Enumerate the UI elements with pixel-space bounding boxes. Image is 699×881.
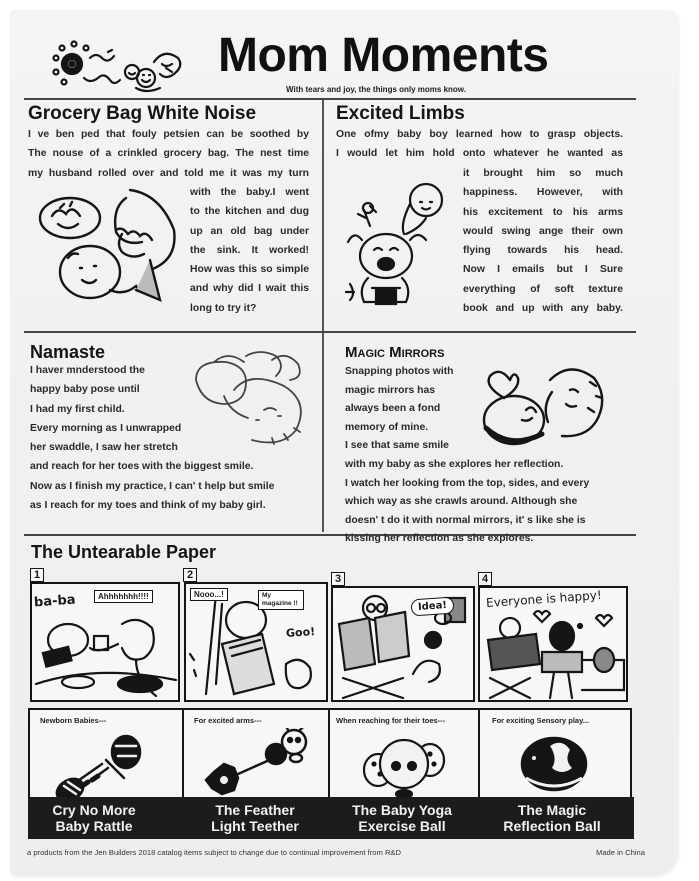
comic-title: The Untearable Paper [31,542,217,562]
product-caption: For excited arms--- [194,716,262,725]
article-body-grocery-bag-side: with the baby.I went to the kitchen and dug up an old bag under the sink. It worked! How was this so simple and why did I wait this long to try it? [190,187,309,314]
baby-kissing-mirror-illustration-icon [470,360,615,450]
speech-bubble-2b: My magazine !! [258,590,304,610]
panel-number-4: 4 [478,572,492,586]
product-tile-reflection-ball [478,708,632,801]
reflection-ball-icon [480,728,630,798]
article-title-excited-limbs: Excited Limbs [336,103,465,124]
tagline: With tears and joy, the things only moms know. [286,85,466,94]
comic-panel-4 [478,586,628,702]
product-caption: For exciting Sensory play... [492,716,589,725]
panel-number-2: 2 [183,568,197,582]
article-body-namaste: I haver mnderstood the happy baby pose until I had my first child. Every morning as I unwrapped her swaddle, I saw her stretch and reach for her toes with the biggest smile. Now as I finish my practice, I can' t help but smile as I reach for my toes and think of my baby girl. [30,365,275,512]
product-name-reflection-ball: The Magic Reflection Ball [503,802,601,834]
article-body-grocery-bag: I ve ben ped that fouly petsien can be soothed by The nouse of a crinkled grocery bag. The nest time my husband rolled over and told me it was my turn [28,129,309,179]
panel-number-1: 1 [30,568,44,582]
header-divider [24,98,636,100]
product-name-teether: The Feather Light Teether [211,802,299,834]
comic-panel-3 [331,586,475,702]
panel-number-3: 3 [331,572,345,586]
comic-sfx-4: Everyone is happy! [485,587,603,611]
article-body-excited-limbs-side: it brought him so much happiness. However, with his excitement to his arms would swing ange their own flying towards his head. Now I emails but I Sure everything of soft texture book and up with any baby. [463,168,623,315]
product-caption: Newborn Babies--- [40,716,107,725]
parent-reading-magazine-drawing-icon [186,584,326,700]
product-tile-rattle [28,708,184,801]
sun-and-babies-logo-icon [48,38,213,94]
baby-with-toy-illustration-icon [340,180,458,310]
speech-bubble-1: Ahhhhhhh!!!! [94,590,153,603]
speech-bubble-2: Nooo...! [190,588,228,601]
product-tile-yoga-ball [328,708,480,801]
comic-bubble-3: Idea! [410,597,454,617]
comic-panel-1 [30,582,180,702]
article-body-magic-mirrors: Snapping photos with magic mirrors has always been a fond memory of mine. I see that same smile with my baby as she explores her reflection. I watch her looking from the top, sides, and every which way as she crawls around. Although she doesn' t do it with normal mirrors, it' s like she is kissing her reflection as she explores. [345,366,590,545]
comic-sfx-1: ba-ba [33,592,77,611]
comic-sfx-2: Goo! [285,624,316,641]
comic-panel-2 [184,582,328,702]
row-divider-middle [24,331,636,333]
product-name-rattle: Cry No More Baby Rattle [52,802,136,834]
teether-icon [184,728,328,798]
product-tile-teether [182,708,330,801]
footer-disclaimer: a products from the Jen Builders 2018 catalog items subject to change due to continual improvement from R&D [27,848,401,857]
mother-and-baby-illustration-icon [30,180,180,310]
page-title: Mom Moments [218,29,549,82]
article-title-namaste: Namaste [30,342,106,362]
footer-origin: Made in China [596,848,645,857]
article-body-excited-limbs: One ofmy baby boy learned how to grasp objects. I would let him hold onto whatever he wanted as [336,129,623,160]
column-divider-top [322,100,324,532]
product-name-yoga-ball: The Baby Yoga Exercise Ball [352,802,452,834]
rattle-icon [30,728,182,798]
product-caption: When reaching for their toes--- [336,716,446,725]
article-title-magic-mirrors: Magic Mirrors [345,344,445,361]
article-title-grocery-bag: Grocery Bag White Noise [28,103,257,124]
yoga-ball-icon [330,728,478,798]
baby-reaching-toes-illustration-icon [184,350,318,450]
